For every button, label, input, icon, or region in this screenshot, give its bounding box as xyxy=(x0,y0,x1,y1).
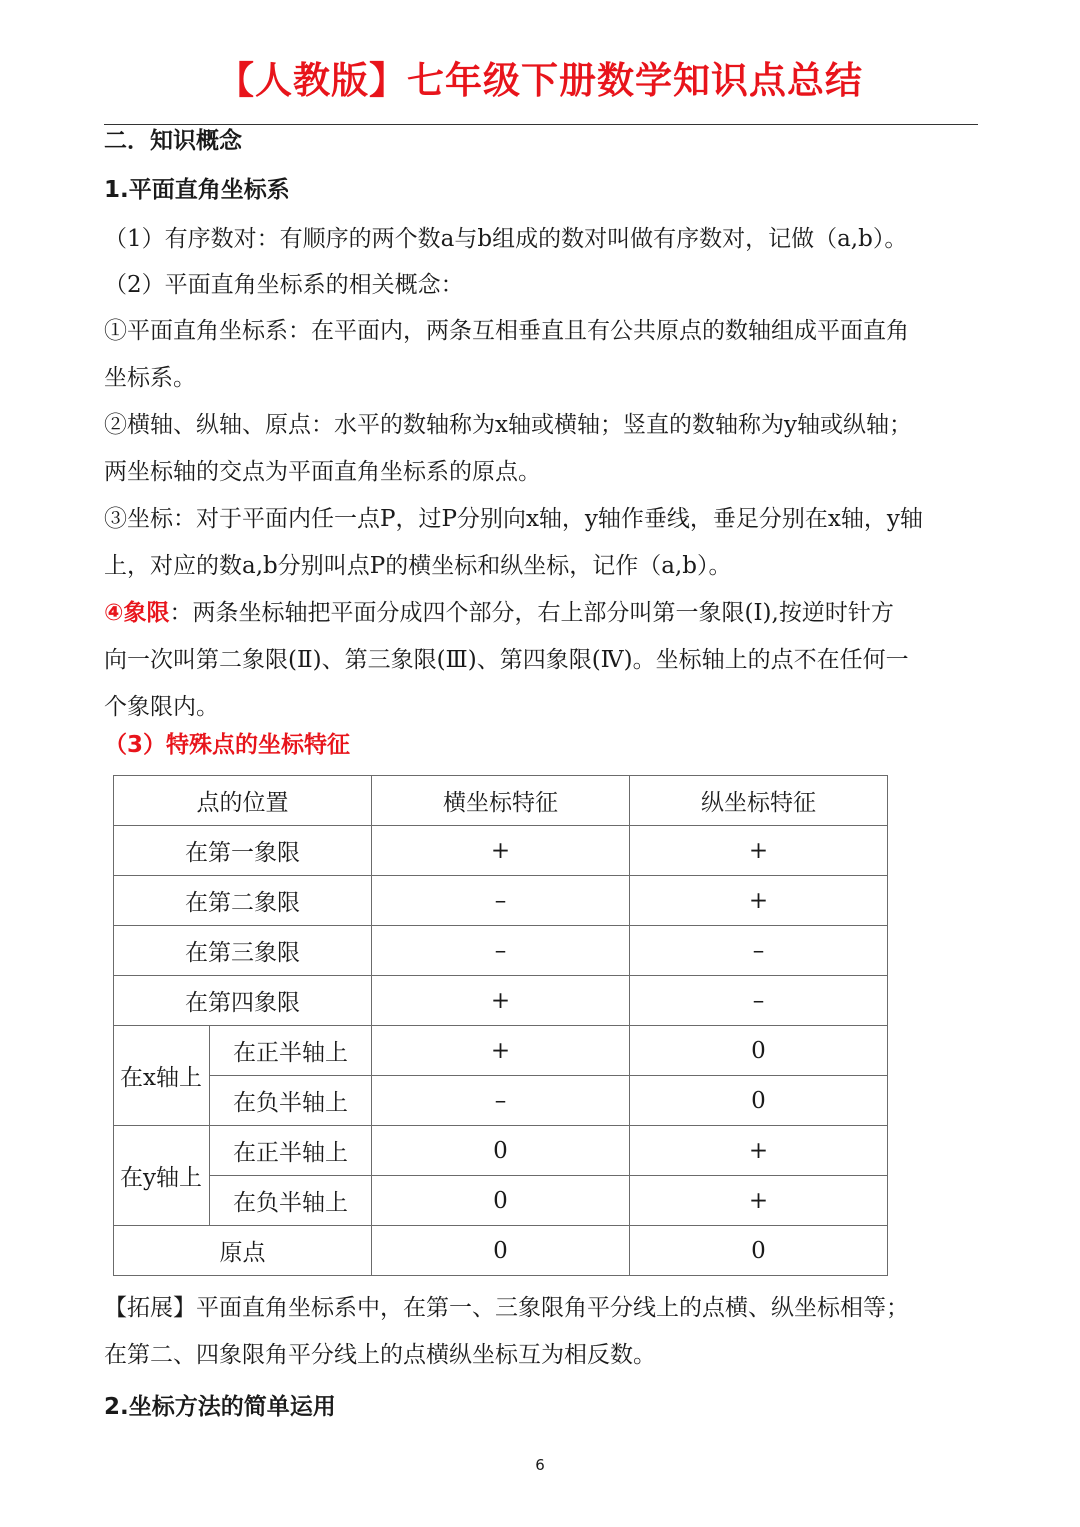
cell-y-axis-group: 在y轴上 xyxy=(114,1126,210,1226)
cell-position: 在第一象限 xyxy=(114,826,372,876)
topic2-heading: 2.坐标方法的简单运用 xyxy=(104,1394,336,1420)
cell-x-axis-group: 在x轴上 xyxy=(114,1026,210,1126)
document-title: 【人教版】七年级下册数学知识点总结 xyxy=(217,59,863,102)
cell-position: 在负半轴上 xyxy=(210,1176,372,1226)
paragraph-coordinates-line1: ③坐标：对于平面内任一点P，过P分别向x轴，y轴作垂线，垂足分别在x轴，y轴 xyxy=(104,506,923,532)
cell-x-sign: + xyxy=(372,826,630,876)
table-row xyxy=(114,976,888,1026)
header-position: 点的位置 xyxy=(114,776,372,826)
paragraph-quadrant-line2: 向一次叫第二象限(Ⅱ)、第三象限(Ⅲ)、第四象限(Ⅳ)。坐标轴上的点不在任何一 xyxy=(104,647,909,673)
header-y-feature: 纵坐标特征 xyxy=(630,776,888,826)
extension-line2: 在第二、四象限角平分线上的点横纵坐标互为相反数。 xyxy=(104,1342,656,1368)
cell-x-sign: – xyxy=(372,1076,630,1126)
cell-x-sign: – xyxy=(372,926,630,976)
cell-position: 原点 xyxy=(114,1226,372,1276)
cell-y-sign: 0 xyxy=(630,1226,888,1276)
page-number: 6 xyxy=(535,1456,545,1474)
paragraph-coordinates-line2: 上，对应的数a,b分别叫点P的横坐标和纵坐标，记作（a,b）。 xyxy=(104,553,732,579)
extension-line1: 【拓展】平面直角坐标系中，在第一、三象限角平分线上的点横、纵坐标相等； xyxy=(104,1295,909,1321)
table-row xyxy=(114,1226,888,1276)
table-row xyxy=(114,1126,888,1176)
cell-x-sign: 0 xyxy=(372,1176,630,1226)
cell-position: 在正半轴上 xyxy=(210,1026,372,1076)
cell-y-sign: 0 xyxy=(630,1076,888,1126)
cell-y-sign: + xyxy=(630,1126,888,1176)
table-row xyxy=(114,926,888,976)
table-row xyxy=(114,826,888,876)
cell-x-sign: + xyxy=(372,1026,630,1076)
topic1-heading: 1.平面直角坐标系 xyxy=(104,177,290,203)
quadrant-text: ：两条坐标轴把平面分成四个部分，右上部分叫第一象限(Ⅰ),按逆时针方 xyxy=(169,600,894,626)
special-points-heading: （3）特殊点的坐标特征 xyxy=(104,732,351,758)
cell-y-sign: + xyxy=(630,876,888,926)
cell-position: 在正半轴上 xyxy=(210,1126,372,1176)
paragraph-ordered-pair: （1）有序数对：有顺序的两个数a与b组成的数对叫做有序数对，记做（a,b）。 xyxy=(104,226,908,252)
paragraph-quadrant-line3: 个象限内。 xyxy=(104,694,219,720)
paragraph-axes-line2: 两坐标轴的交点为平面直角坐标系的原点。 xyxy=(104,459,541,485)
cell-x-sign: – xyxy=(372,876,630,926)
paragraph-related-concepts: （2）平面直角坐标系的相关概念： xyxy=(104,272,464,298)
cell-y-sign: + xyxy=(630,826,888,876)
header-x-feature: 横坐标特征 xyxy=(372,776,630,826)
cell-x-sign: + xyxy=(372,976,630,1026)
cell-y-sign: 0 xyxy=(630,1026,888,1076)
table-header-row xyxy=(114,776,888,826)
paragraph-axes-line1: ②横轴、纵轴、原点：水平的数轴称为x轴或横轴；竖直的数轴称为y轴或纵轴； xyxy=(104,412,912,438)
cell-position: 在负半轴上 xyxy=(210,1076,372,1126)
table-row xyxy=(114,1176,888,1226)
table-row xyxy=(114,1026,888,1076)
paragraph-coordinate-system-line2: 坐标系。 xyxy=(104,365,196,391)
cell-position: 在第二象限 xyxy=(114,876,372,926)
table-row xyxy=(114,876,888,926)
cell-y-sign: + xyxy=(630,1176,888,1226)
table-row xyxy=(114,1076,888,1126)
cell-x-sign: 0 xyxy=(372,1226,630,1276)
special-points-table xyxy=(113,775,888,1276)
quadrant-label: ④象限 xyxy=(104,600,170,626)
cell-position: 在第四象限 xyxy=(114,976,372,1026)
cell-x-sign: 0 xyxy=(372,1126,630,1176)
title-divider xyxy=(104,124,978,125)
cell-y-sign: – xyxy=(630,976,888,1026)
section-heading: 二．知识概念 xyxy=(104,128,242,154)
cell-y-sign: – xyxy=(630,926,888,976)
paragraph-quadrant-line1 xyxy=(104,598,984,628)
cell-position: 在第三象限 xyxy=(114,926,372,976)
paragraph-coordinate-system-line1: ①平面直角坐标系：在平面内，两条互相垂直且有公共原点的数轴组成平面直角 xyxy=(104,318,909,344)
